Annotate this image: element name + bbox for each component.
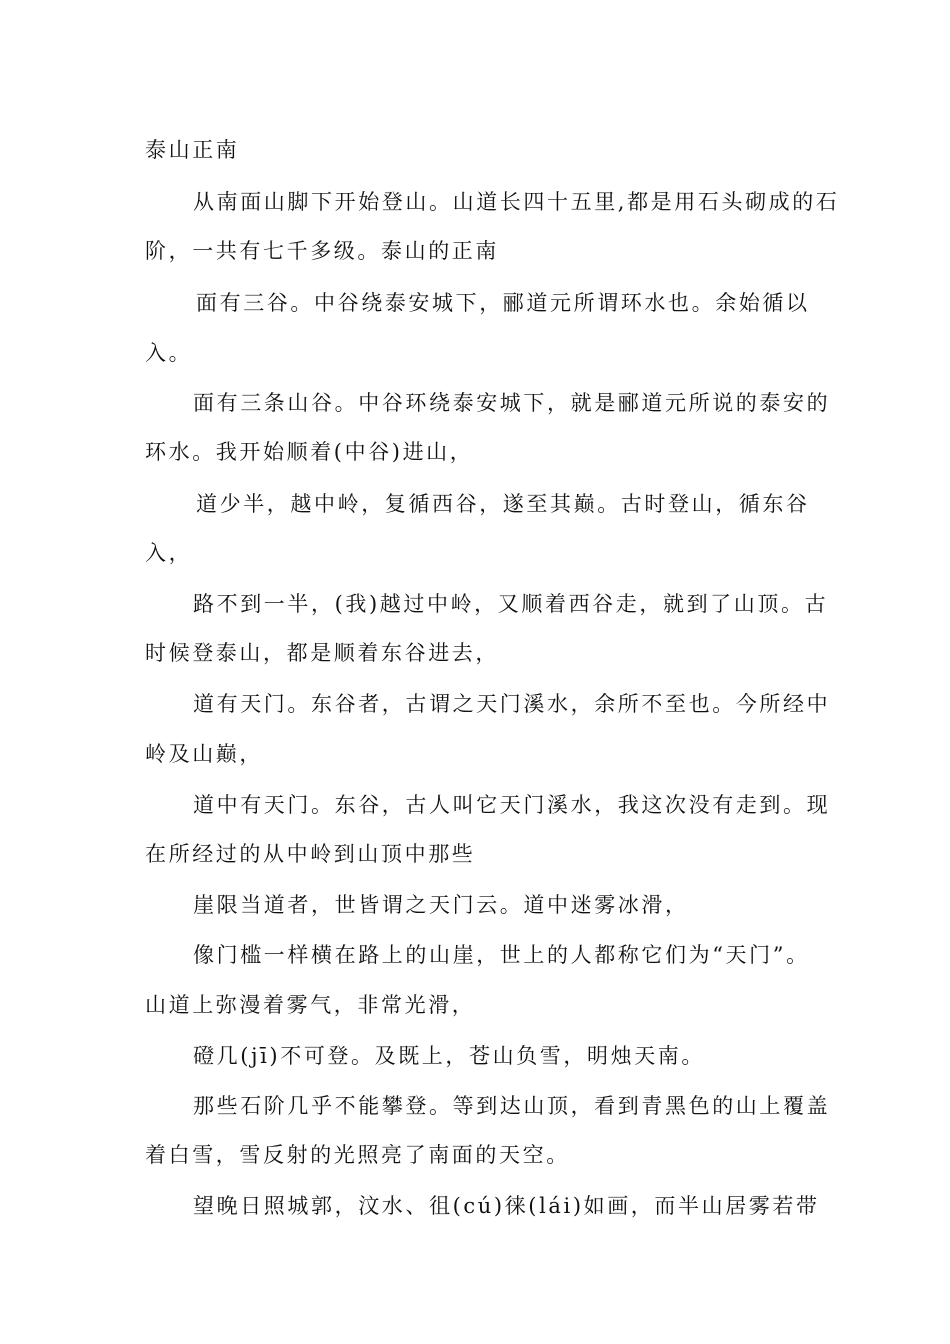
text-line: 入， [145, 541, 193, 565]
text-line: 入。 [145, 341, 193, 365]
text-line: 道中有天门。东谷，古人叫它天门溪水，我这次没有走到。现 [193, 793, 831, 817]
text-line: 阶，一共有七千多级。泰山的正南 [145, 239, 499, 263]
text-line: 时候登泰山，都是顺着东谷进去， [145, 641, 499, 665]
text-line: 道有天门。东谷者，古谓之天门溪水，余所不至也。今所经中 [193, 692, 831, 716]
text-line: 路不到一半，(我)越过中岭，又顺着西谷走，就到了山顶。古 [193, 592, 829, 616]
text-line: 那些石阶几乎不能攀登。等到达山顶，看到青黑色的山上覆盖 [193, 1094, 831, 1118]
text-line: 面有三谷。中谷绕泰安城下，郦道元所谓环水也。余始循以 [196, 291, 810, 315]
text-line: 道少半，越中岭，复循西谷，遂至其巅。古时登山，循东谷 [196, 492, 810, 516]
text-line: 泰山正南 [145, 138, 240, 162]
text-line: 面有三条山谷。中谷环绕泰安城下，就是郦道元所说的泰安的 [193, 391, 831, 415]
text-line: 从南面山脚下开始登山。山道长四十五里,都是用石头砌成的石 [193, 190, 840, 214]
text-line: 磴几(jī)不可登。及既上，苍山负雪，明烛天南。 [193, 1044, 706, 1068]
text-line: 环水。我开始顺着(中谷)进山， [145, 440, 474, 464]
text-line: 像门槛一样横在路上的山崖，世上的人都称它们为“天门”。 [193, 943, 810, 967]
text-line: 着白雪，雪反射的光照亮了南面的天空。 [145, 1143, 570, 1167]
text-line: 望晚日照城郭，汶水、徂(cú)徕(lái)如画，而半山居雾若带 [193, 1194, 820, 1218]
text-line: 山道上弥漫着雾气，非常光滑， [145, 993, 476, 1017]
text-line: 崖限当道者，世皆谓之天门云。道中迷雾冰滑， [193, 893, 689, 917]
text-line: 在所经过的从中岭到山顶中那些 [145, 842, 476, 866]
text-line: 岭及山巅， [145, 742, 263, 766]
